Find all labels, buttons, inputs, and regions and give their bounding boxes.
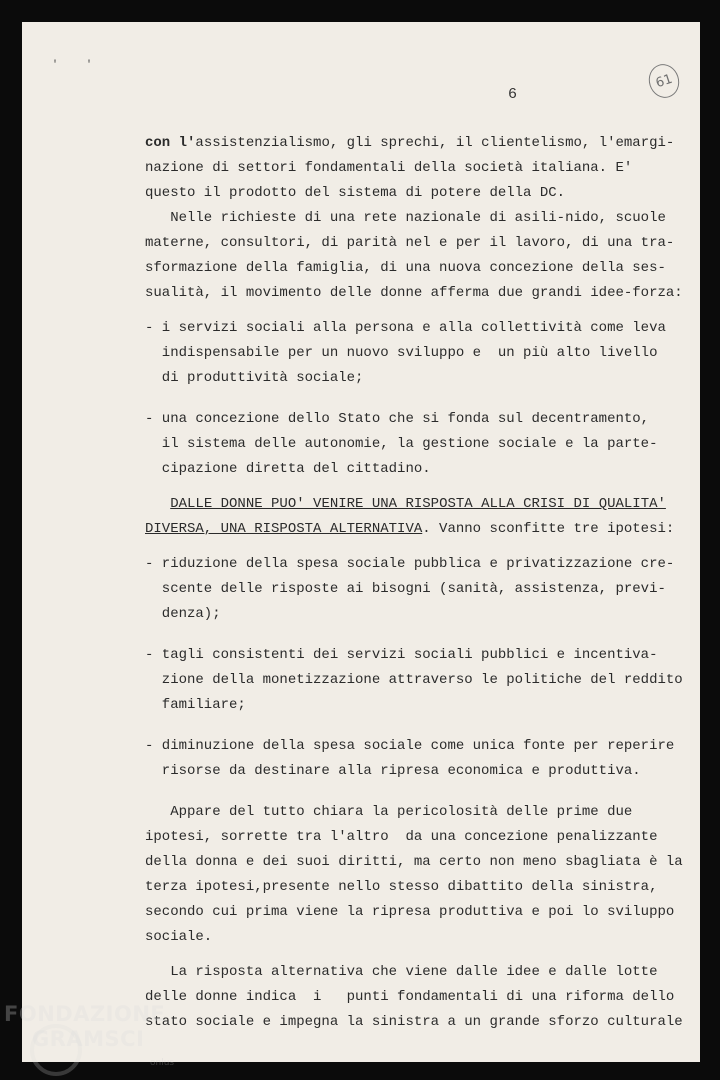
watermark-line: GRAMSCI: [32, 1027, 145, 1051]
text-line: materne, consultori, di parità nel e per il lavoro, di una tra-: [145, 235, 675, 251]
list-item: - i servizi sociali alla persona e alla collettività come leva: [145, 320, 666, 336]
text-line: nazione di settori fondamentali della società italiana. E': [145, 160, 633, 176]
margin-mark: ': [86, 60, 93, 71]
archive-stamp: 61: [644, 60, 683, 102]
list-item: - una concezione dello Stato che si fonda sul decentramento,: [145, 411, 650, 427]
watermark-small: onlus: [150, 1058, 175, 1068]
list-item: denza);: [145, 606, 221, 622]
list-item: indispensabile per un nuovo sviluppo e un più alto livello: [145, 345, 658, 361]
typewritten-body: [145, 131, 685, 1035]
list-item: - tagli consistenti dei servizi sociali pubblici e incentiva-: [145, 647, 658, 663]
list-item: risorse da destinare alla ripresa economica e produttiva.: [145, 763, 641, 779]
list-item: il sistema delle autonomie, la gestione sociale e la parte-: [145, 436, 658, 452]
text-line: questo il prodotto del sistema di potere della DC.: [145, 185, 566, 201]
text-line: con l'assistenzialismo, gli sprechi, il clientelismo, l'emargi-: [145, 135, 675, 151]
text-line: delle donne indica i punti fondamentali di una riforma dello: [145, 989, 675, 1005]
text-line: secondo cui prima viene la ripresa produttiva e poi lo sviluppo: [145, 904, 675, 920]
list-item: cipazione diretta del cittadino.: [145, 461, 431, 477]
text-line: della donna e dei suoi diritti, ma certo non meno sbagliata è la: [145, 854, 683, 870]
text-line: sformazione della famiglia, di una nuova concezione della ses-: [145, 260, 666, 276]
list-item: familiare;: [145, 697, 246, 713]
margin-mark: ': [52, 60, 59, 71]
list-item: zione della monetizzazione attraverso le politiche del reddito: [145, 672, 683, 688]
text-line: Nelle richieste di una rete nazionale di asili-nido, scuole: [145, 210, 666, 226]
text-line: stato sociale e impegna la sinistra a un grande sforzo culturale: [145, 1014, 683, 1030]
list-item: scente delle risposte ai bisogni (sanità, assistenza, previ-: [145, 581, 666, 597]
text-line: La risposta alternativa che viene dalle idee e dalle lotte: [145, 964, 658, 980]
document-page: [22, 22, 700, 1062]
watermark-line: FONDAZIONE: [4, 1002, 166, 1026]
text-line: terza ipotesi,presente nello stesso dibattito della sinistra,: [145, 879, 658, 895]
text-line: ipotesi, sorrette tra l'altro da una concezione penalizzante: [145, 829, 658, 845]
page-number: 6: [508, 86, 518, 103]
text-line: Appare del tutto chiara la pericolosità delle prime due: [145, 804, 633, 820]
watermark: [4, 1002, 165, 1052]
list-item: di produttività sociale;: [145, 370, 364, 386]
text-line: sualità, il movimento delle donne afferma due grandi idee-forza:: [145, 285, 683, 301]
list-item: - riduzione della spesa sociale pubblica e privatizzazione cre-: [145, 556, 675, 572]
underlined-heading: DALLE DONNE PUO' VENIRE UNA RISPOSTA ALLA CRISI DI QUALITA': [170, 496, 666, 512]
underlined-heading: DIVERSA, UNA RISPOSTA ALTERNATIVA. Vanno sconfitte tre ipotesi:: [145, 521, 675, 537]
list-item: - diminuzione della spesa sociale come unica fonte per reperire: [145, 738, 675, 754]
text-line: sociale.: [145, 929, 213, 945]
